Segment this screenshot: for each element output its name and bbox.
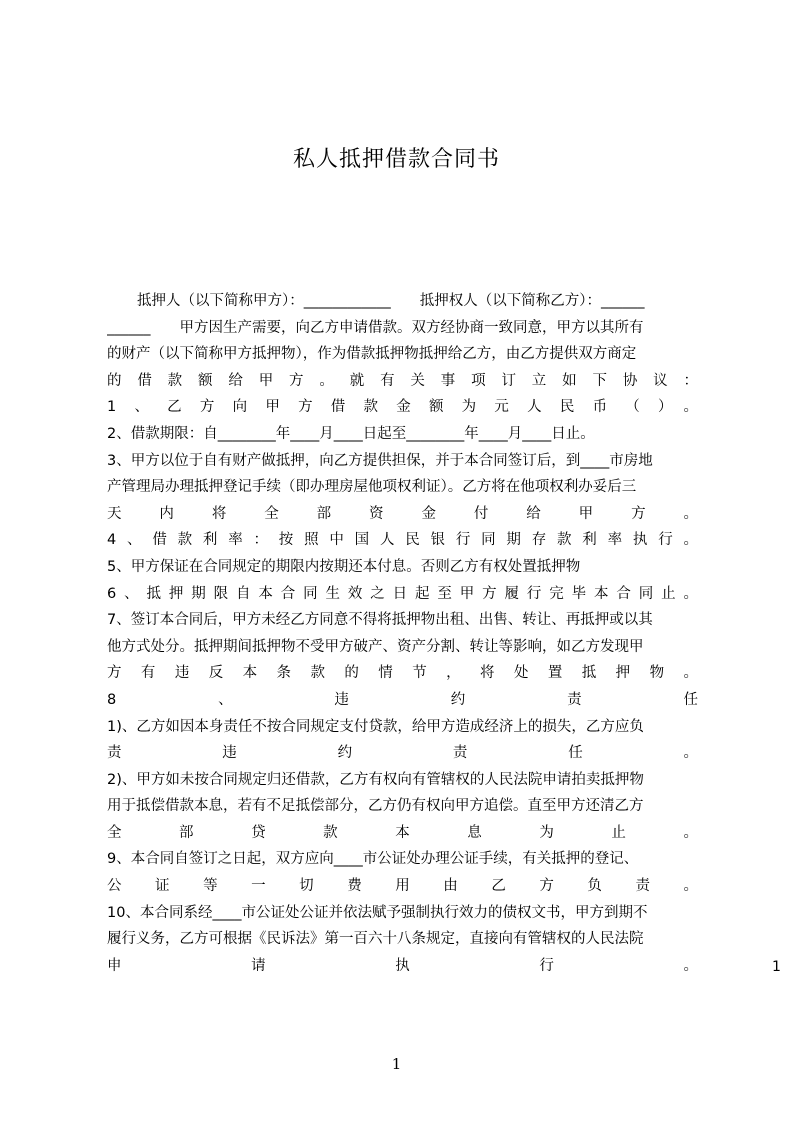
page-number: 1 [391,1055,402,1073]
text-line: 申请执行。 [107,957,698,974]
clause-8-1: 1)、乙方如因本身责任不按合同规定支付贷款，给甲方造成经济上的损失，乙方应负 [107,718,644,735]
clause-9: 9、本合同自签订之日起，双方应向____市公证处办理公证手续，有关抵押的登记、 [107,851,639,868]
text-line: 的财产（以下简称甲方抵押物），作为借款抵押物抵押给乙方，由乙方提供双方商定 [107,346,637,363]
margin-mark: 1 [772,959,781,975]
text-line: 责违约责任。 [107,745,698,762]
text-line: 他方式处分。抵押期间抵押物不受甲方破产、资产分割、转让等影响，如乙方发现甲 [107,638,644,655]
text-line: 履行义务，乙方可根据《民诉法》第一百六十八条规定，直接向有管辖权的人民法院 [107,931,644,948]
text-line: 产管理局办理抵押登记手续（即办理房屋他项权利证）。乙方将在他项权利办妥后三 [107,479,637,496]
text-line: 天内将全部资金付给甲方。 [107,505,698,522]
text-line: ______ 甲方因生产需要，向乙方申请借款。双方经协商一致同意，甲方以其所有 [107,319,644,336]
party-line: 抵押人（以下简称甲方）：____________ 抵押权人（以下简称乙方）：______ [137,293,645,309]
clause-10: 10、本合同系经____市公证处公证并依法赋予强制执行效力的债权文书，甲方到期不 [107,904,648,921]
text-line: 用于抵偿借款本息，若有不足抵偿部分，乙方仍有权向甲方追偿。直至甲方还清乙方 [107,798,644,815]
clause-5: 5、甲方保证在合同规定的期限内按期还本付息。否则乙方有权处置抵押物 [107,558,581,575]
text-line: 公证等一切费用由乙方负责。 [107,878,698,895]
clause-6: 6、抵押期限自本合同生效之日起至甲方履行完毕本合同止。 [107,585,698,602]
contract-body [107,288,698,979]
clause-4: 4、借款利率：按照中国人民银行同期存款利率执行。 [107,532,698,549]
text-line: 的借款额给甲方。就有关事项订立如下协议： [107,372,698,389]
clause-8-2: 2)、甲方如未按合同规定归还借款，乙方有权向有管辖权的人民法院申请拍卖抵押物 [107,771,644,788]
clause-3: 3、甲方以位于自有财产做抵押，向乙方提供担保，并于本合同签订后，到____市房地 [107,452,653,469]
clause-1: 1、乙方向甲方借款金额为元人民币（）。 [107,399,698,416]
text-line: 全部贷款本息为止。 [107,824,698,841]
clause-8: 8、违约责任 [107,691,698,708]
text-line: 方有违反本条款的情节，将处置抵押物。 [107,665,698,682]
document-title: 私人抵押借款合同书 [292,147,500,172]
clause-7: 7、签订本合同后，甲方未经乙方同意不得将抵押物出租、出售、转让、再抵押或以其 [107,612,653,629]
clause-2: 2、借款期限：自________年____月____日起至________年____月____日止。 [107,425,595,442]
